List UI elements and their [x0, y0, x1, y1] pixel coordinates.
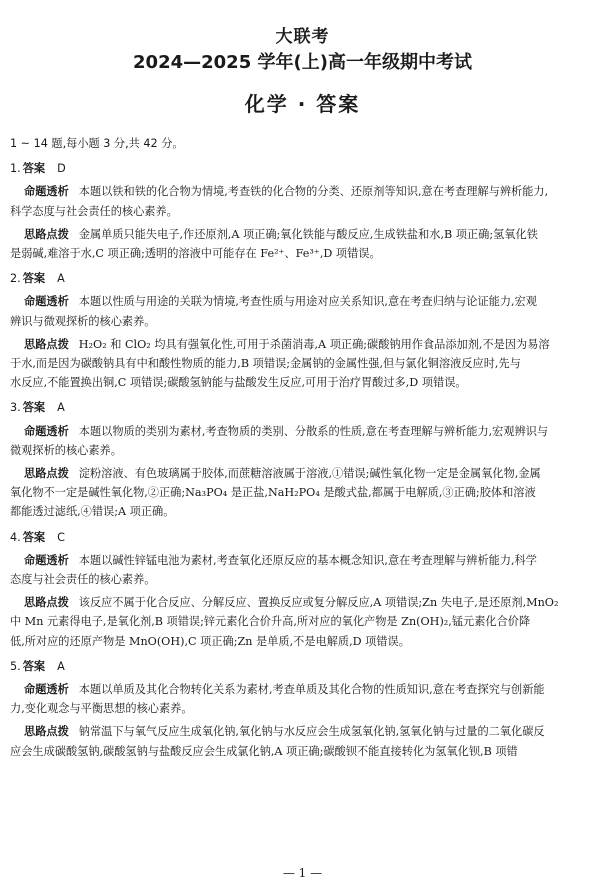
- analysis-tag: 命题透析: [24, 553, 69, 567]
- analysis-text: 本题以碱性锌锰电池为素材,考查氧化还原反应的基本概念知识,意在考查理解与辨析能力,科学: [78, 553, 537, 567]
- analysis-line: [24, 680, 594, 699]
- analysis-text: 本题以单质及其化合物转化关系为素材,考查单质及其化合物的性质知识,意在考查探究与创新能: [78, 683, 545, 697]
- hint-line: [24, 464, 594, 483]
- hint-line: [24, 225, 594, 244]
- page-number: — 1 —: [282, 866, 323, 880]
- question-number: 2.: [10, 272, 21, 286]
- analysis-text: 态度与社会责任的核心素养。: [10, 573, 156, 587]
- analysis-line: [10, 441, 594, 460]
- hint-line: [10, 502, 594, 521]
- analysis-text: 微观探析的核心素养。: [10, 443, 122, 457]
- analysis-block: [10, 551, 594, 589]
- hint-block: [10, 593, 594, 651]
- hint-text: 氧化物不一定是碱性氧化物,②正确;Na₃PO₄ 是正盐,NaH₂PO₄ 是酸式盐,都属于电解质,③正确;胶体和溶液: [10, 486, 536, 500]
- answer-choice: A: [57, 401, 65, 415]
- analysis-tag: 命题透析: [24, 295, 69, 309]
- hint-tag: 思路点拨: [24, 596, 69, 610]
- analysis-tag: 命题透析: [24, 424, 69, 438]
- answer-content: [10, 134, 594, 761]
- analysis-tag: 命题透析: [24, 185, 69, 199]
- hint-text: 该反应不属于化合反应、分解反应、置换反应或复分解反应,A 项错误;Zn 失电子,是还原剂,MnO₂: [78, 596, 559, 610]
- analysis-text: 辨识与微观探析的核心素养。: [10, 314, 156, 328]
- answer-choice: C: [57, 530, 65, 544]
- analysis-line: [10, 570, 594, 589]
- analysis-block: [10, 292, 594, 330]
- org-title: 大联考: [275, 27, 330, 47]
- answer-choice: D: [57, 162, 66, 176]
- hint-text: 钠常温下与氧气反应生成氧化钠,氧化钠与水反应会生成氢氧化钠,氢氧化钠与过量的二氧化碳反: [78, 725, 545, 739]
- hint-text: 应会生成碳酸氢钠,碳酸氢钠与盐酸反应会生成氯化钠,A 项正确;碳酸钡不能直接转化为氢氧化钡,B 项错: [10, 744, 518, 758]
- analysis-block: [10, 680, 594, 718]
- hint-line: [10, 742, 594, 761]
- hint-text: 都能透过滤纸,④错误;A 项正确。: [10, 505, 175, 519]
- hint-text: H₂O₂ 和 ClO₂ 均具有强氧化性,可用于杀菌消毒,A 项正确;碳酸钠用作食品添加剂,不是因为易溶: [78, 337, 550, 351]
- question-header: [10, 657, 594, 676]
- question-number: 1.: [10, 162, 21, 176]
- analysis-text: 力,变化观念与平衡思想的核心素养。: [10, 702, 193, 716]
- analysis-line: [10, 699, 594, 718]
- hint-text: 淀粉溶液、有色玻璃属于胶体,而蔗糖溶液属于溶液,①错误;碱性氧化物一定是金属氧化物,金属: [78, 467, 541, 481]
- hint-line: [10, 244, 594, 263]
- analysis-line: [24, 551, 594, 570]
- hint-text: 是弱碱,难溶于水,C 项正确;透明的溶液中可能存在 Fe²⁺、Fe³⁺,D 项错误。: [10, 247, 381, 261]
- hint-line: [10, 612, 594, 631]
- answer-choice: A: [57, 659, 65, 673]
- hint-text: 水反应,不能置换出铜,C 项错误;碳酸氢钠能与盐酸发生反应,可用于治疗胃酸过多,D 项错误。: [10, 376, 467, 390]
- hint-line: [10, 632, 594, 651]
- hint-block: [10, 335, 594, 393]
- hint-block: [10, 225, 594, 263]
- analysis-line: [24, 182, 594, 201]
- answer-label: 答案: [22, 401, 46, 415]
- answer-choice: A: [57, 272, 65, 286]
- question-header: [10, 269, 594, 288]
- hint-text: 低,所对应的还原产物是 MnO(OH),C 项正确;Zn 是单质,不是电解质,D 项错误。: [10, 634, 410, 648]
- question-list: [10, 159, 594, 761]
- hint-block: [10, 722, 594, 760]
- question-header: [10, 398, 594, 417]
- hint-line: [24, 593, 594, 612]
- hint-text: 于水,而是因为碳酸钠具有中和酸性物质的能力,B 项错误;金属钠的金属性强,但与氯化铜溶液反应时,先与: [10, 357, 521, 371]
- question-number: 3.: [10, 401, 21, 415]
- hint-line: [10, 354, 594, 373]
- answer-label: 答案: [22, 530, 46, 544]
- hint-block: [10, 464, 594, 522]
- hint-line: [10, 483, 594, 502]
- hint-text: 中 Mn 元素得电子,是氧化剂,B 项错误;锌元素化合价升高,所对应的氧化产物是 Zn(OH)₂,锰元素化合价降: [10, 615, 531, 629]
- hint-tag: 思路点拨: [24, 227, 69, 241]
- answer-label: 答案: [22, 659, 46, 673]
- hint-line: [24, 335, 594, 354]
- analysis-line: [24, 422, 594, 441]
- exam-title: 2024—2025 学年(上)高一年级期中考试: [133, 52, 472, 73]
- subject-title: 化学 · 答案: [244, 92, 361, 116]
- analysis-tag: 命题透析: [24, 683, 69, 697]
- hint-text: 金属单质只能失电子,作还原剂,A 项正确;氧化铁能与酸反应,生成铁盐和水,B 项正确;氢氧化铁: [78, 227, 538, 241]
- hint-line: [24, 722, 594, 741]
- hint-tag: 思路点拨: [24, 725, 69, 739]
- analysis-line: [10, 202, 594, 221]
- scoring-intro: 1 ~ 14 题,每小题 3 分,共 42 分。: [10, 137, 184, 150]
- analysis-text: 本题以物质的类别为素材,考查物质的类别、分散系的性质,意在考查理解与辨析能力,宏观辨识与: [78, 424, 549, 438]
- analysis-line: [10, 312, 594, 331]
- analysis-text: 科学态度与社会责任的核心素养。: [10, 204, 178, 218]
- hint-tag: 思路点拨: [24, 337, 69, 351]
- analysis-block: [10, 182, 594, 220]
- analysis-text: 本题以性质与用途的关联为情境,考查性质与用途对应关系知识,意在考查归纳与论证能力,宏观: [78, 295, 537, 309]
- question-number: 4.: [10, 530, 21, 544]
- answer-label: 答案: [22, 272, 46, 286]
- analysis-line: [24, 292, 594, 311]
- analysis-text: 本题以铁和铁的化合物为情境,考查铁的化合物的分类、还原剂等知识,意在考查理解与辨析能力,: [78, 185, 549, 199]
- answer-label: 答案: [22, 162, 46, 176]
- question-number: 5.: [10, 659, 21, 673]
- hint-tag: 思路点拨: [24, 467, 69, 481]
- question-header: [10, 159, 594, 178]
- analysis-block: [10, 422, 594, 460]
- hint-line: [10, 373, 594, 392]
- question-header: [10, 528, 594, 547]
